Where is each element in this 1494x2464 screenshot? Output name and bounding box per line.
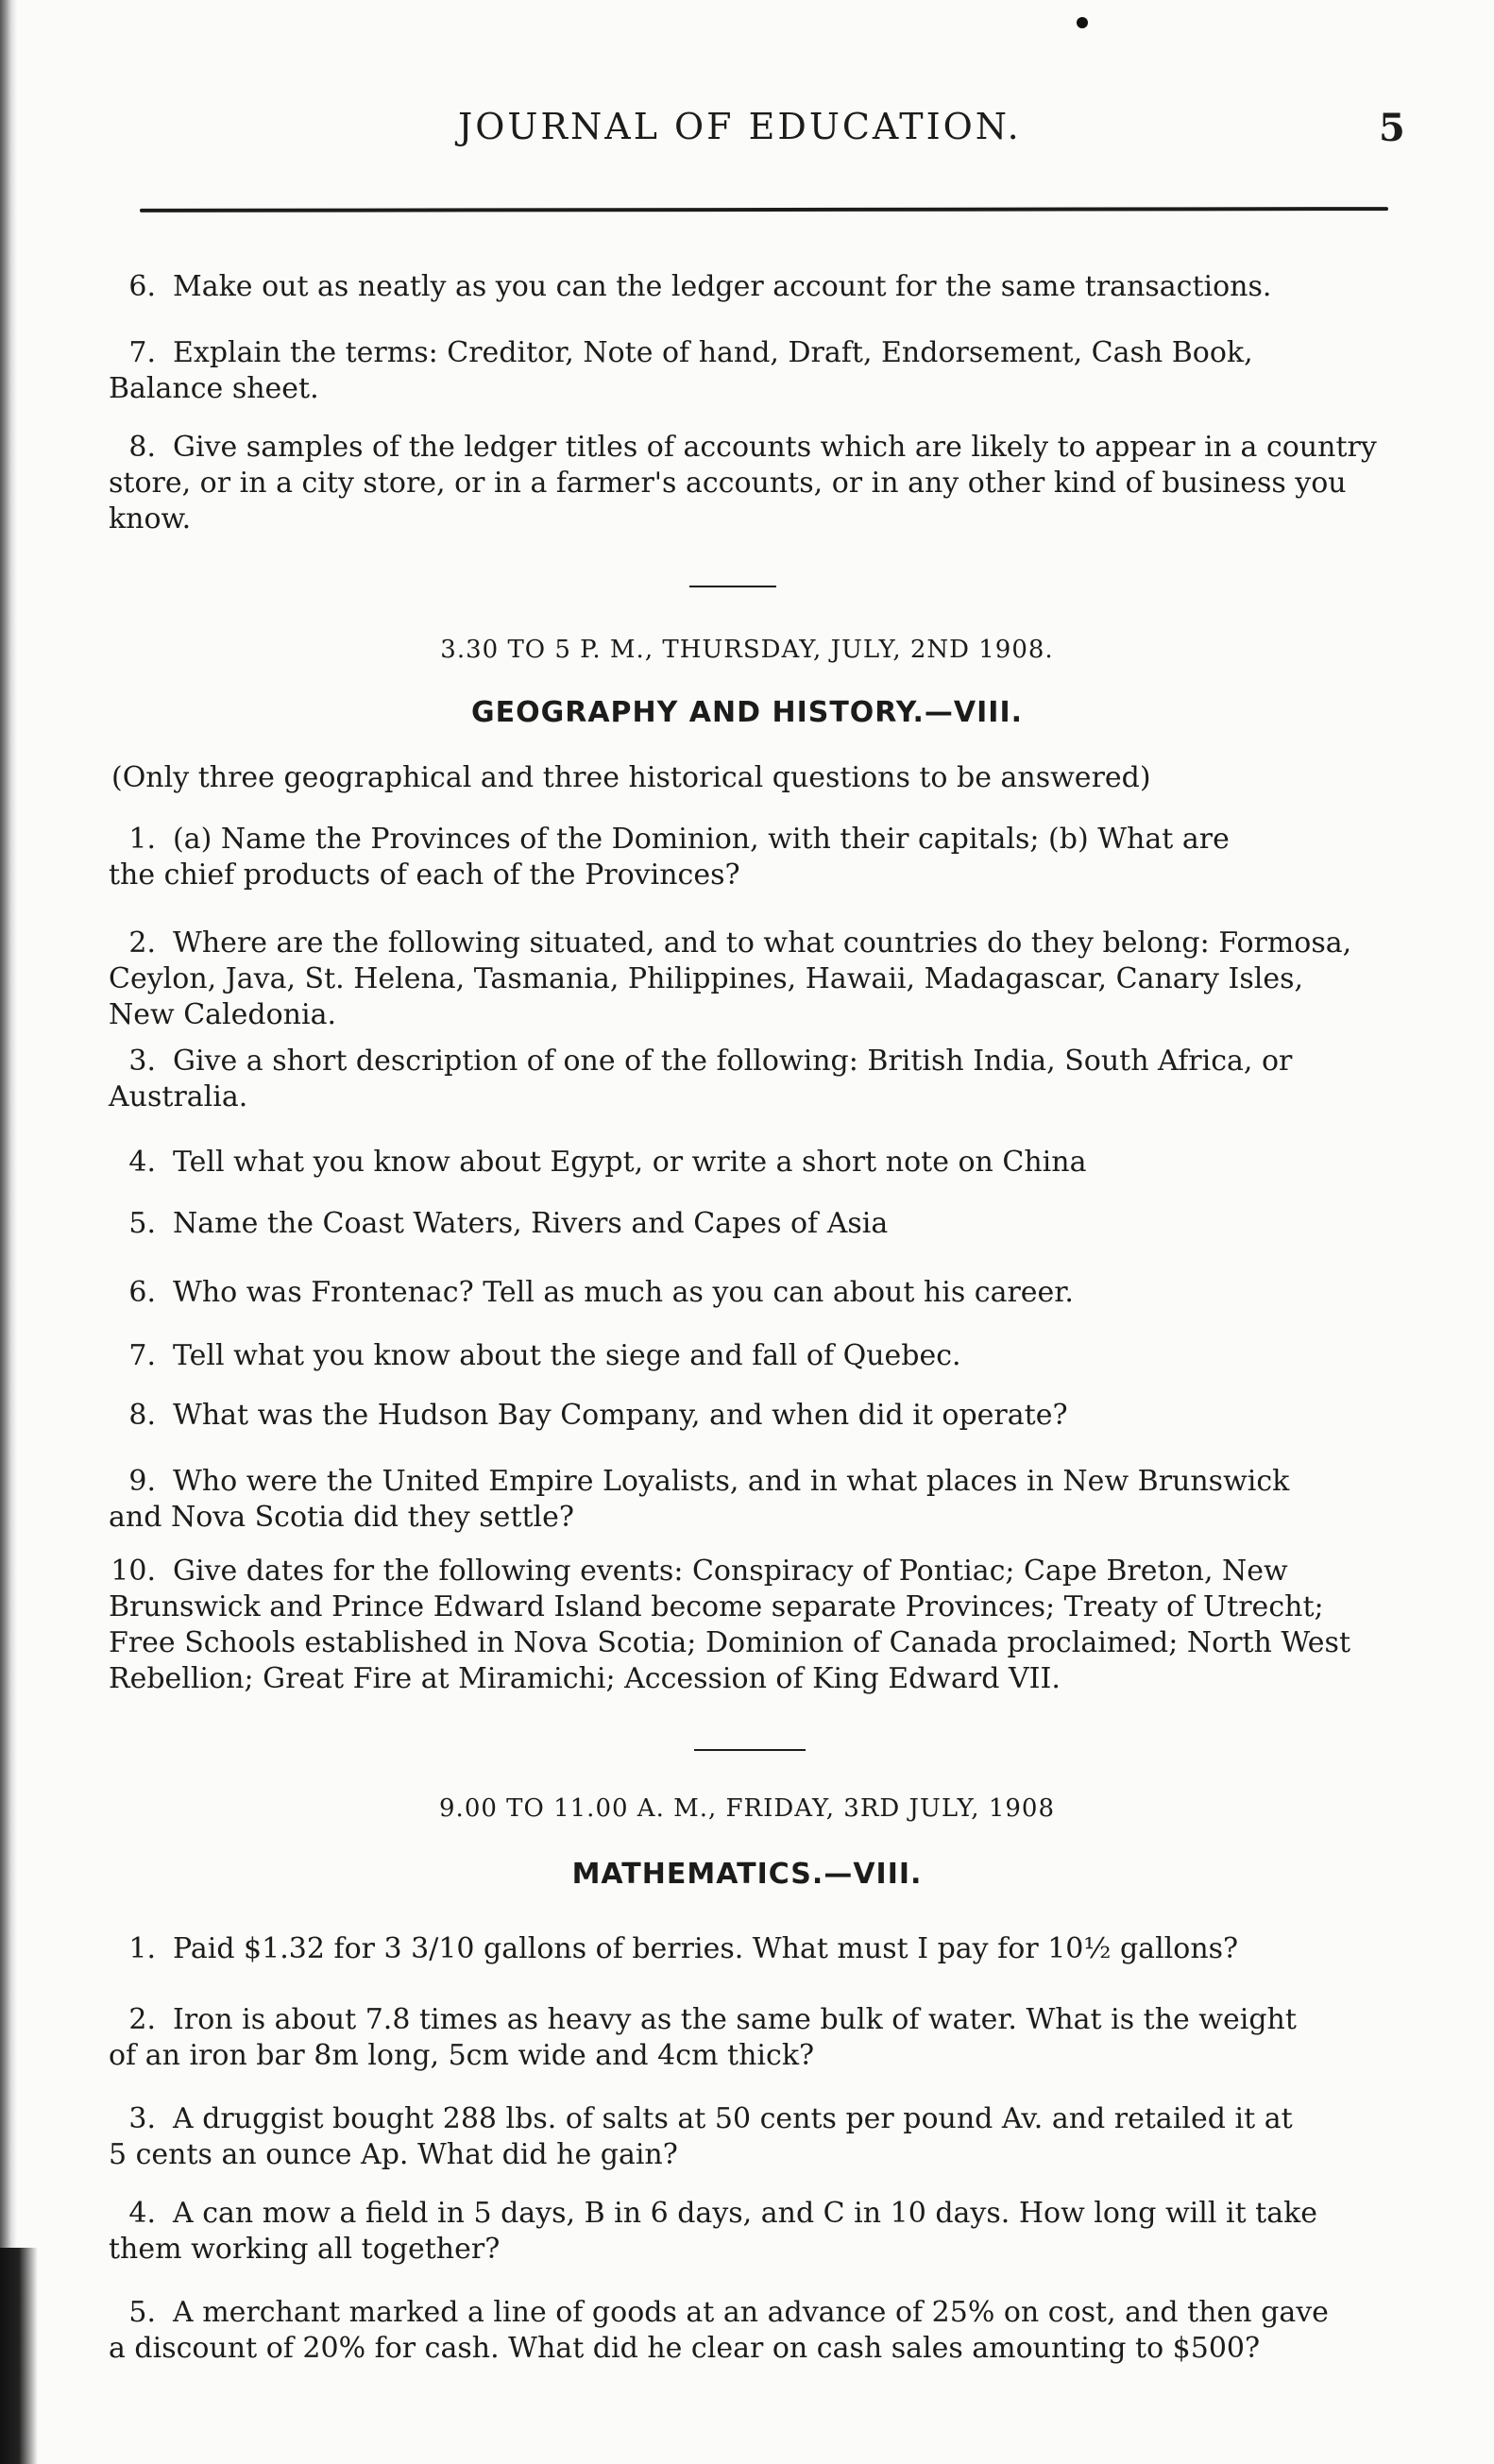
question-text-line2: a discount of 20% for cash. What did he clear on cash sales amounting to $500?: [109, 2332, 1261, 2365]
history-question-9: [109, 1464, 1412, 1536]
question-text-line1: A merchant marked a line of goods at an advance of 25% on cost, and then gave: [173, 2296, 1329, 2329]
question-number: 1.: [128, 823, 156, 856]
question-number: 2.: [128, 2003, 156, 2036]
geography-question-3: [109, 1044, 1412, 1115]
question-number: 4.: [128, 1146, 156, 1179]
question-number: 10.: [110, 1555, 156, 1588]
question-number: 4.: [128, 2197, 156, 2230]
question-number: 2.: [128, 926, 156, 960]
page-number: 5: [1379, 106, 1405, 150]
question-text-line2: store, or in a city store, or in a farmer's accounts, or in any other kind of business you: [109, 467, 1347, 500]
question-text: Name the Coast Waters, Rivers and Capes of Asia: [173, 1207, 889, 1240]
geography-question-1: [109, 822, 1412, 893]
header-rule: [140, 207, 1388, 212]
geography-time-heading: 3.30 TO 5 P. M., THURSDAY, JULY, 2ND 1908.: [440, 636, 1054, 664]
question-text-line1: Who were the United Empire Loyalists, and in what places in New Brunswick: [173, 1465, 1290, 1498]
math-question-3: [109, 2101, 1412, 2173]
question-text-line1: (a) Name the Provinces of the Dominion, with their capitals; (b) What are: [173, 823, 1230, 856]
question-text-line1: Explain the terms: Creditor, Note of hand, Draft, Endorsement, Cash Book,: [173, 336, 1253, 369]
question-text-line1: A can mow a field in 5 days, B in 6 days, and C in 10 days. How long will it take: [173, 2197, 1318, 2230]
question-text-line2: Balance sheet.: [109, 372, 319, 405]
question-text: Paid $1.32 for 3 3/10 gallons of berries. What must I pay for 10½ gallons?: [173, 1932, 1239, 1965]
question-text-line1: Give dates for the following events: Conspiracy of Pontiac; Cape Breton, New: [173, 1555, 1288, 1588]
bookkeeping-question-8: [109, 430, 1412, 537]
ink-dot: [1077, 17, 1088, 28]
question-text-line3: know.: [109, 502, 192, 535]
question-text-line2: and Nova Scotia did they settle?: [109, 1501, 574, 1534]
question-text-line2: them working all together?: [109, 2233, 501, 2266]
question-text-line2: of an iron bar 8m long, 5cm wide and 4cm thick?: [109, 2039, 815, 2072]
question-text: Tell what you know about the siege and fall of Quebec.: [173, 1339, 961, 1372]
question-number: 5.: [128, 2296, 156, 2329]
question-text-line3: Free Schools established in Nova Scotia; Dominion of Canada proclaimed; North West: [109, 1626, 1351, 1659]
question-number: 6.: [128, 270, 156, 303]
question-number: 6.: [128, 1276, 156, 1309]
question-text-line1: Give a short description of one of the following: British India, South Africa, or: [173, 1045, 1293, 1078]
math-question-1: [109, 1931, 1412, 1967]
page-edge-binding: [0, 2248, 38, 2464]
question-number: 3.: [128, 2102, 156, 2135]
mathematics-time-heading: 9.00 TO 11.00 A. M., FRIDAY, 3RD JULY, 1908: [439, 1794, 1055, 1823]
geography-question-5: [109, 1206, 1412, 1242]
question-text: Tell what you know about Egypt, or write a short note on China: [173, 1146, 1087, 1179]
question-text-line2: Brunswick and Prince Edward Island become separate Provinces; Treaty of Utrecht;: [109, 1590, 1324, 1623]
geography-question-4: [109, 1145, 1412, 1181]
geography-instruction: (Only three geographical and three historical questions to be answered): [111, 761, 1151, 794]
question-text-line2: Australia.: [109, 1080, 248, 1113]
question-text-line2: 5 cents an ounce Ap. What did he gain?: [109, 2138, 678, 2171]
question-text-line1: Where are the following situated, and to what countries do they belong: Formosa,: [173, 926, 1352, 960]
geography-section-title: GEOGRAPHY AND HISTORY.—VIII.: [470, 696, 1024, 729]
question-text-line4: Rebellion; Great Fire at Miramichi; Accession of King Edward VII.: [109, 1662, 1061, 1695]
history-question-8: [109, 1398, 1412, 1434]
question-number: 1.: [128, 1932, 156, 1965]
question-number: 7.: [128, 1339, 156, 1372]
question-number: 3.: [128, 1045, 156, 1078]
question-number: 7.: [128, 336, 156, 369]
question-number: 8.: [128, 1399, 156, 1432]
history-question-6: [109, 1275, 1412, 1311]
page-edge-shadow: [0, 0, 17, 2464]
question-number: 9.: [128, 1465, 156, 1498]
question-number: 8.: [128, 431, 156, 464]
question-text-line2: the chief products of each of the Provinces?: [109, 858, 740, 892]
geography-question-2: [109, 926, 1412, 1033]
math-question-4: [109, 2196, 1412, 2268]
bookkeeping-question-7: [109, 335, 1412, 407]
bookkeeping-question-6: [109, 269, 1412, 305]
running-title: JOURNAL OF EDUCATION.: [458, 106, 1022, 147]
history-question-7: [109, 1338, 1412, 1374]
question-text: What was the Hudson Bay Company, and when did it operate?: [173, 1399, 1068, 1432]
section-divider: [694, 1749, 806, 1751]
mathematics-section-title: MATHEMATICS.—VIII.: [571, 1858, 923, 1891]
question-text: Who was Frontenac? Tell as much as you can about his career.: [173, 1276, 1074, 1309]
question-text-line3: New Caledonia.: [109, 998, 337, 1031]
question-text-line1: Give samples of the ledger titles of accounts which are likely to appear in a country: [173, 431, 1377, 464]
question-text-line1: A druggist bought 288 lbs. of salts at 50 cents per pound Av. and retailed it at: [173, 2102, 1293, 2135]
history-question-10: [109, 1554, 1412, 1697]
math-question-2: [109, 2002, 1412, 2074]
question-text-line1: Iron is about 7.8 times as heavy as the same bulk of water. What is the weight: [173, 2003, 1297, 2036]
math-question-5: [109, 2295, 1412, 2367]
section-divider: [689, 586, 776, 587]
question-text-line2: Ceylon, Java, St. Helena, Tasmania, Philippines, Hawaii, Madagascar, Canary Isles,: [109, 962, 1304, 995]
question-text: Make out as neatly as you can the ledger account for the same transactions.: [173, 270, 1272, 303]
question-number: 5.: [128, 1207, 156, 1240]
